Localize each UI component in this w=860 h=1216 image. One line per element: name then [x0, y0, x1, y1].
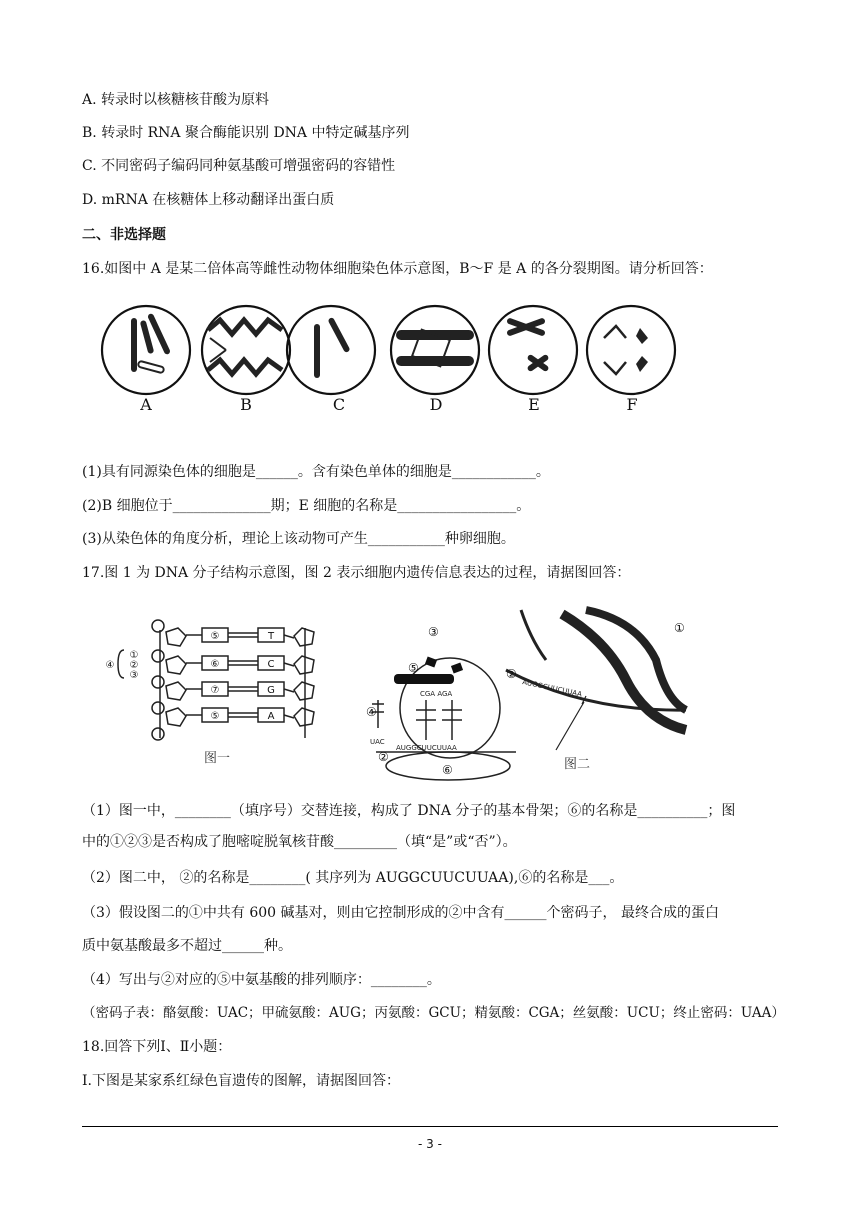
fig2-seq-bottom: AUGGCUUCUUAA: [396, 744, 457, 752]
option-a: A. 转录时以核糖核苷酸为原料: [82, 92, 270, 108]
q17-sub3a: （3）假设图二的①中共有 600 碱基对，则由它控制形成的②中含有______个密码子， 最终合成的蛋白: [82, 905, 719, 921]
fig2-num-5: ⑤: [408, 661, 419, 675]
fig2-num-2b: ②: [506, 667, 517, 681]
fig1-caption: 图一: [204, 751, 231, 766]
q16-label-f: F: [626, 395, 638, 414]
q16-label-a: A: [140, 395, 152, 414]
section-heading: 二、非选择题: [82, 227, 166, 243]
q16-sub3: (3)从染色体的角度分析，理论上该动物可产生___________种卵细胞。: [82, 531, 515, 547]
q17-stem: 17.图 1 为 DNA 分子结构示意图，图 2 表示细胞内遗传信息表达的过程，请据图回答：: [82, 565, 631, 581]
q16-label-e: E: [528, 395, 540, 414]
option-d: D. mRNA 在核糖体上移动翻译出蛋白质: [82, 192, 335, 208]
fig2-seq-small: UAC: [370, 738, 385, 746]
fig2-num-1: ①: [674, 621, 685, 635]
fig2-seq-right: AUGGCUUCUUAA: [521, 678, 583, 699]
translation-figure: [356, 600, 698, 782]
q17-sub2: （2）图二中， ②的名称是________( 其序列为 AUGGCUUCUUAA),⑥的名称是___。: [82, 870, 624, 886]
dna-mark-1: ①: [129, 650, 139, 661]
dna-structure-figure: [100, 616, 340, 772]
page-number: - 3 -: [418, 1137, 442, 1151]
q17-sub3b: 质中氨基酸最多不超过______种。: [82, 938, 292, 954]
q17-sub4: （4）写出与②对应的⑤中氨基酸的排列顺序：________。: [82, 972, 441, 988]
q18-stem: 18.回答下列Ⅰ、Ⅱ小题：: [82, 1039, 232, 1055]
dna-mark-2: ②: [129, 660, 139, 671]
fig2-num-6: ⑥: [442, 763, 453, 777]
q16-label-b: B: [240, 395, 252, 414]
q18-part1: Ⅰ.下图是某家系红绿色盲遗传的图解，请据图回答：: [82, 1073, 400, 1089]
dna-right-label-3: G: [267, 685, 275, 696]
dna-mark-3: ③: [129, 670, 139, 681]
q16-sub1: (1)具有同源染色体的细胞是______。含有染色单体的细胞是____________。: [82, 464, 550, 480]
footer-rule: [82, 1126, 778, 1127]
q17-sub1b: 中的①②③是否构成了胞嘧啶脱氧核苷酸_________（填“是”或“否”）。: [82, 834, 517, 850]
q16-label-d: D: [429, 395, 443, 414]
q16-label-c: C: [332, 395, 346, 414]
option-c: C. 不同密码子编码同种氨基酸可增强密码的容错性: [82, 158, 396, 174]
dna-right-label-1: T: [267, 631, 275, 642]
dna-left-label-3: ⑦: [210, 685, 220, 696]
dna-bracket-label: ④: [105, 660, 115, 671]
q17-sub1a: （1）图一中，________（填序号）交替连接，构成了 DNA 分子的基本骨架；⑥的名称是__________；图: [82, 803, 736, 819]
dna-left-label-4: ⑤: [210, 711, 220, 722]
dna-left-label-2: ⑥: [210, 659, 220, 670]
q16-stem: 16.如图中 A 是某二倍体高等雌性动物体细胞染色体示意图，B～F 是 A 的各分裂期图。请分析回答：: [82, 261, 713, 277]
fig2-num-3: ③: [428, 625, 439, 639]
dna-right-label-2: C: [267, 659, 275, 670]
option-b: B. 转录时 RNA 聚合酶能识别 DNA 中特定碱基序列: [82, 125, 410, 141]
dna-left-label-1: ⑤: [210, 631, 220, 642]
fig2-num-2: ②: [378, 750, 389, 764]
q17-codon-table: （密码子表：酪氨酸：UAC；甲硫氨酸：AUG；丙氨酸：GCU；精氨酸：CGA；丝氨酸：UCU；终止密码：UAA）: [82, 1005, 785, 1021]
fig2-caption: 图二: [564, 757, 591, 772]
fig2-num-4: ④: [366, 705, 377, 719]
q16-sub2: (2)B 细胞位于______________期；E 细胞的名称是_________________。: [82, 498, 531, 514]
dna-right-label-4: A: [267, 711, 275, 722]
q16-cell-figure: [96, 298, 696, 416]
fig2-seq-mid: CGA AGA: [420, 690, 453, 698]
